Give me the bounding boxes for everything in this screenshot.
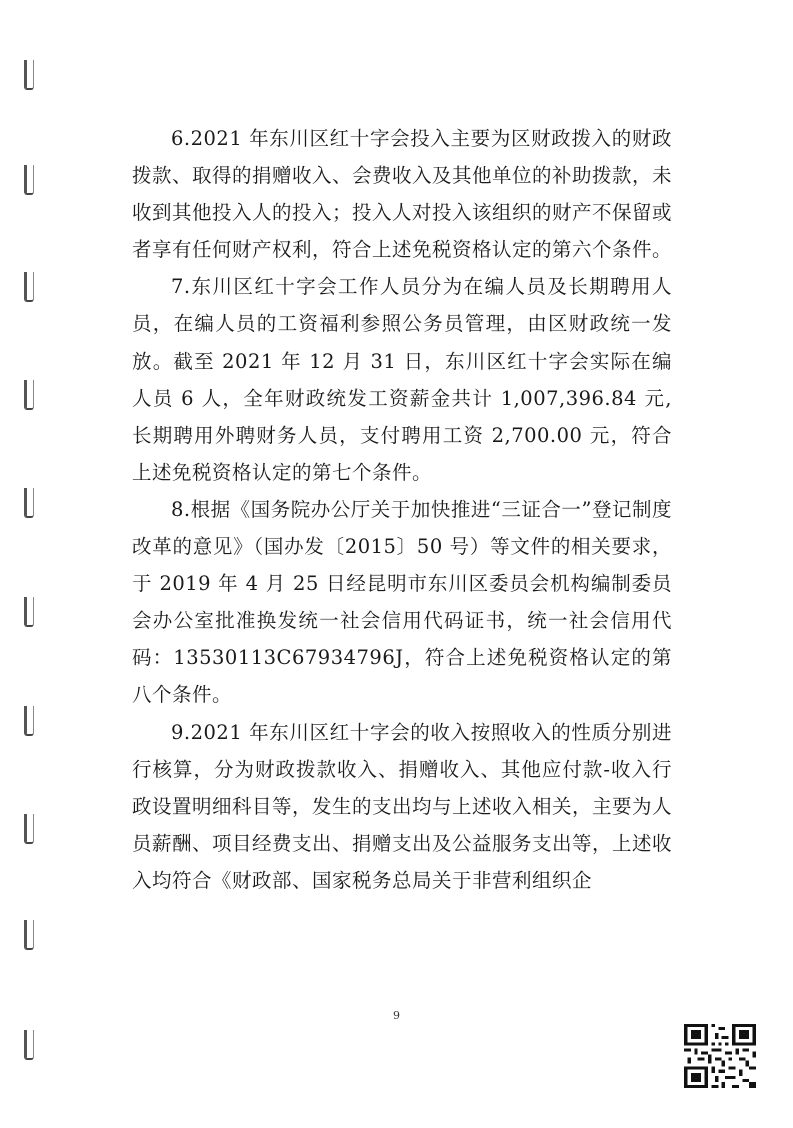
- binding-mark: [24, 597, 34, 627]
- binding-mark: [24, 60, 34, 90]
- binding-mark: [24, 706, 34, 736]
- paragraph-6: 6.2021 年东川区红十字会投入主要为区财政拨入的财政拨款、取得的捐赠收入、会费收入及其他单位的补助拨款，未收到其他投入人的投入；投入人对投入该组织的财产不保留或者享有任何财产权利，符合上述免税资格认定的第六个条件。: [132, 127, 673, 262]
- binding-mark: [24, 272, 34, 302]
- binding-mark: [24, 814, 34, 844]
- binding-mark: [24, 165, 34, 195]
- binding-mark: [24, 380, 34, 410]
- paragraph-8: 8.根据《国务院办公厅关于加快推进“三证合一”登记制度改革的意见》（国办发〔2015〕50 号）等文件的相关要求，于 2019 年 4 月 25 日经昆明市东川区委员会机构编制委员会办公室批准换发统一社会信用代码证书，统一社会信用代码：13530113C67934796J，符合上述免税资格认定的第八个条件。: [132, 497, 672, 707]
- page-number: 9: [393, 1009, 400, 1022]
- qr-code-icon: [684, 1024, 756, 1088]
- paragraph-7: 7.东川区红十字会工作人员分为在编人员及长期聘用人员，在编人员的工资福利参照公务员管理，由区财政统一发放。截至 2021 年 12 月 31 日，东川区红十字会实际在编人员 6 人，全年财政统发工资薪金共计 1,007,396.84 元,长期聘用外聘财务人员，支付聘用工资 2,700.00 元，符合上述免税资格认定的第七个条件。: [132, 275, 672, 484]
- paragraph-9: 9.2021 年东川区红十字会的收入按照收入的性质分别进行核算，分为财政拨款收入、捐赠收入、其他应付款-收入行政设置明细科目等，发生的支出均与上述收入相关，主要为人员薪酬、项目经费支出、捐赠支出及公益服务支出等，上述收入均符合《财政部、国家税务总局关于非营利组织企: [132, 720, 673, 892]
- binding-mark: [24, 1030, 34, 1060]
- body-text: [132, 120, 672, 899]
- binding-mark: [24, 920, 34, 950]
- binding-mark: [24, 488, 34, 518]
